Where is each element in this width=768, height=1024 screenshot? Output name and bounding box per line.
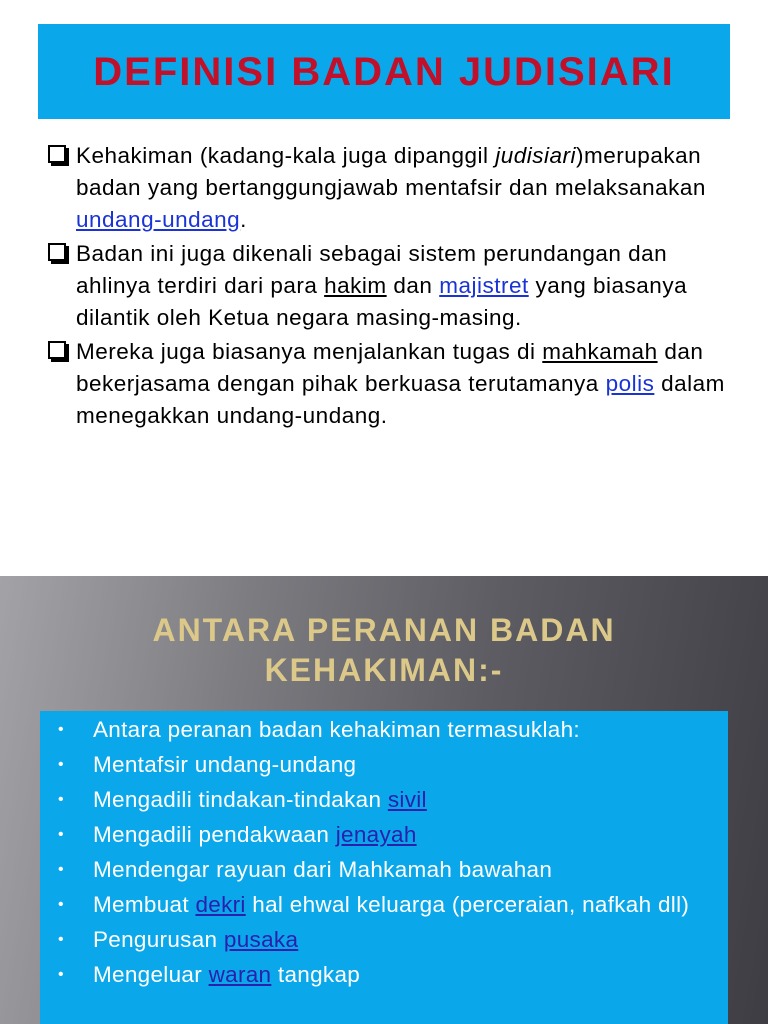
list-item-text: Membuat xyxy=(93,892,196,917)
list-item-text: Mengadili pendakwaan xyxy=(93,822,336,847)
link-dekri[interactable]: dekri xyxy=(195,892,246,917)
link-pusaka[interactable]: pusaka xyxy=(223,927,299,952)
title-banner xyxy=(38,24,730,119)
paragraph-3 xyxy=(46,336,736,432)
paragraph-text: dalam menegakkan undang-undang. xyxy=(76,371,725,428)
list-item xyxy=(40,854,728,885)
paragraph-2 xyxy=(46,238,736,334)
checkbox-bullet-icon xyxy=(48,341,66,359)
bullet-dot-icon: • xyxy=(58,721,64,738)
list-item-text: Mengeluar xyxy=(93,962,209,987)
paragraph-text: . xyxy=(240,207,247,232)
paragraph-text: Mereka juga biasanya menjalankan tugas di xyxy=(76,339,543,364)
link-polis[interactable]: polis xyxy=(605,371,655,396)
bullet-dot-icon: • xyxy=(58,931,64,948)
list-item-text: Pengurusan xyxy=(93,927,224,952)
list-item xyxy=(40,784,728,815)
list-item xyxy=(40,889,728,920)
bullet-dot-icon: • xyxy=(58,791,64,808)
paragraph-text: Kehakiman (kadang-kala juga dipanggil xyxy=(76,143,496,168)
bullet-dot-icon: • xyxy=(58,861,64,878)
roles-list xyxy=(40,714,728,994)
link-jenayah[interactable]: jenayah xyxy=(335,822,417,847)
bullet-dot-icon: • xyxy=(58,756,64,773)
checkbox-bullet-icon xyxy=(48,243,66,261)
list-item xyxy=(40,714,728,745)
list-item-text: Mengadili tindakan-tindakan xyxy=(93,787,388,812)
underlined-hakim: hakim xyxy=(324,273,387,298)
list-item xyxy=(40,819,728,850)
slide-2-title xyxy=(0,610,768,690)
paragraph-text: Badan ini juga dikenali sebagai sistem perundangan dan ahlinya terdiri dari para xyxy=(76,241,668,298)
list-item xyxy=(40,959,728,990)
paragraph-list xyxy=(46,140,736,434)
bullet-dot-icon: • xyxy=(58,826,64,843)
list-item xyxy=(40,749,728,780)
paragraph-text: yang biasanya dilantik oleh Ketua negara masing-masing. xyxy=(76,273,688,330)
paragraph-text: )merupakan badan yang bertanggungjawab mentafsir dan melaksanakan xyxy=(76,143,706,200)
paragraph-text: dan xyxy=(386,273,440,298)
list-item xyxy=(40,924,728,955)
slide-2 xyxy=(0,576,768,1024)
slide-title: DEFINISI BADAN JUDISIARI xyxy=(93,49,675,94)
link-majistret[interactable]: majistret xyxy=(439,273,529,298)
underlined-mahkamah: mahkamah xyxy=(542,339,658,364)
bullet-dot-icon: • xyxy=(58,896,64,913)
list-item-text: Mentafsir undang-undang xyxy=(93,752,357,777)
paragraph-text: dan bekerjasama dengan pihak berkuasa terutamanya xyxy=(76,339,704,396)
slide-2-title-line-1: ANTARA PERANAN BADAN xyxy=(152,612,616,648)
list-item-text: Mendengar rayuan dari Mahkamah bawahan xyxy=(93,857,553,882)
checkbox-bullet-icon xyxy=(48,145,66,163)
list-item-text: hal ehwal keluarga (perceraian, nafkah dll) xyxy=(245,892,690,917)
link-undang-undang[interactable]: undang-undang xyxy=(76,207,241,232)
bullet-dot-icon: • xyxy=(58,966,64,983)
italic-term: judisiari xyxy=(495,143,577,168)
link-waran[interactable]: waran xyxy=(208,962,272,987)
paragraph-1 xyxy=(46,140,736,236)
slide-2-title-line-2: KEHAKIMAN:- xyxy=(264,652,504,688)
list-item-text: Antara peranan badan kehakiman termasuklah: xyxy=(93,717,580,742)
link-sivil[interactable]: sivil xyxy=(387,787,427,812)
list-item-text: tangkap xyxy=(271,962,361,987)
